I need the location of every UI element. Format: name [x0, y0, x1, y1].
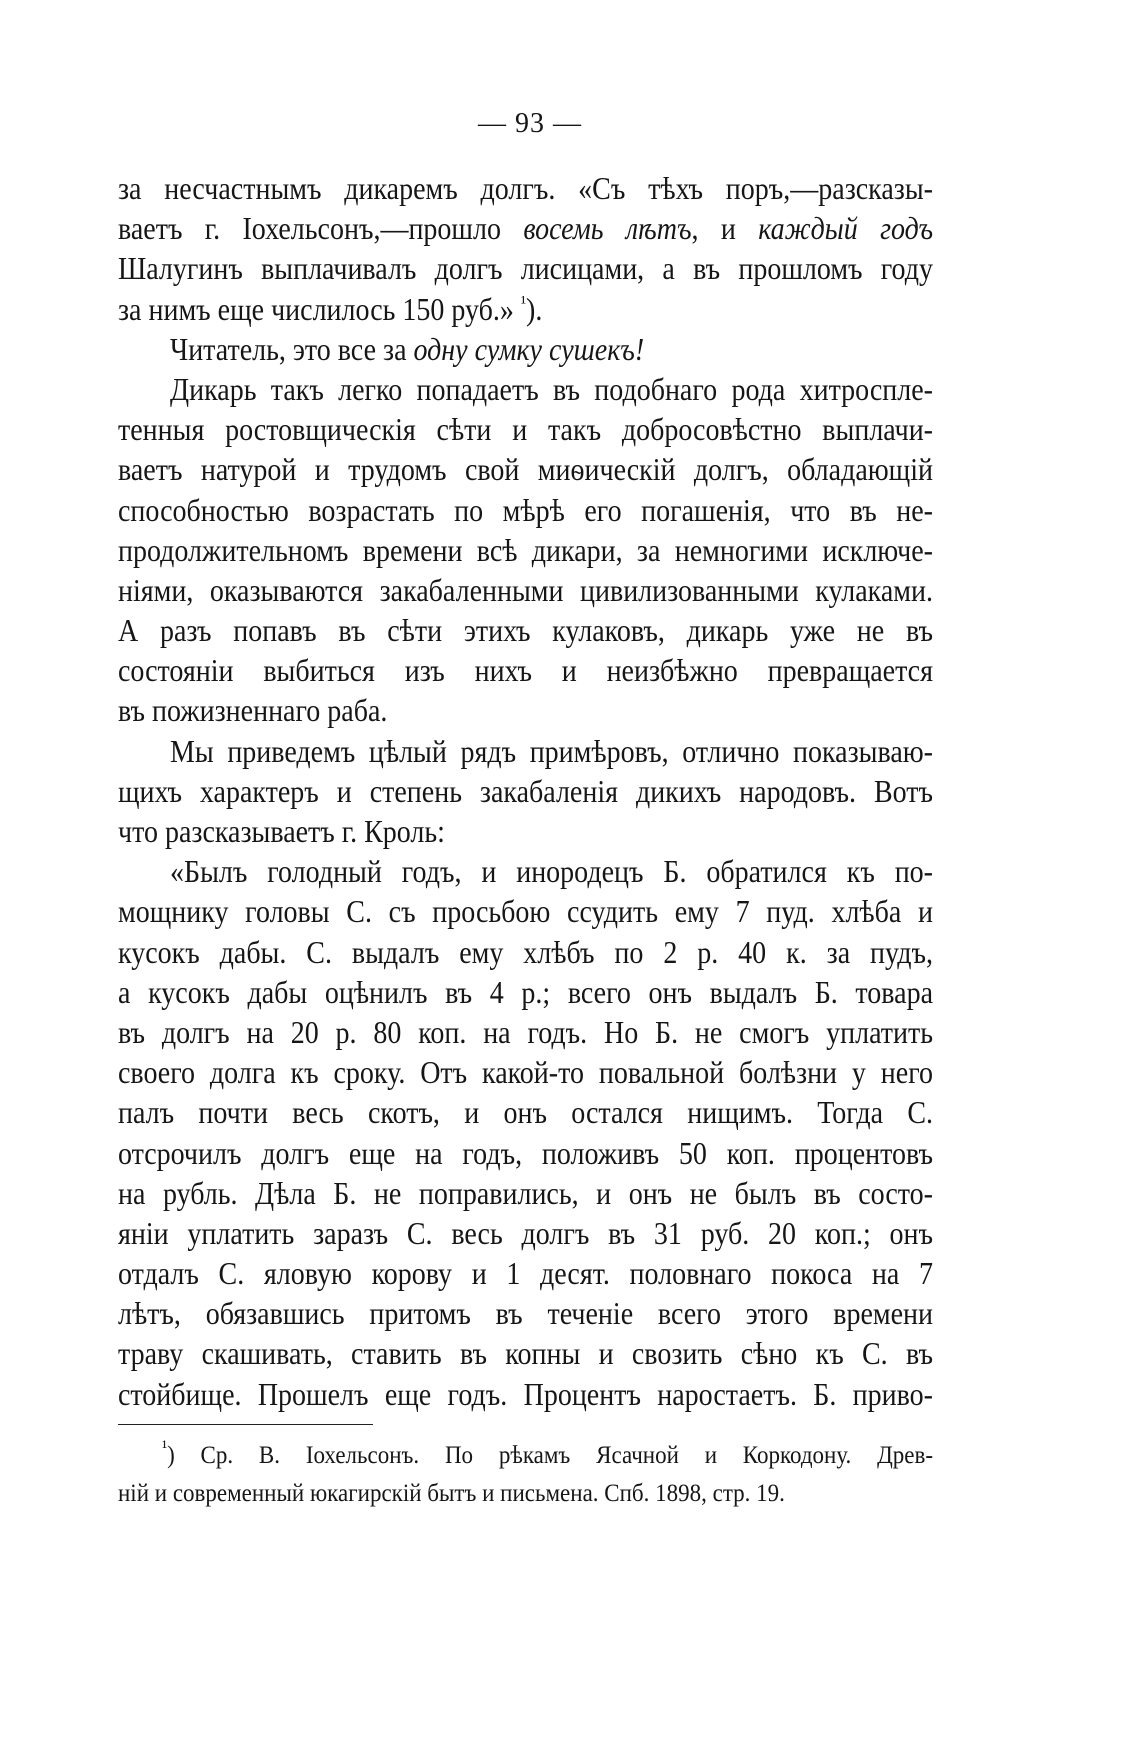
footnote-mark: ¹: [162, 1436, 168, 1458]
text-line: отсрочилъ долгъ еще на годъ, положивъ 50 коп. процентовъ: [118, 1136, 933, 1172]
text-line: Мы приведемъ цѣлый рядъ примѣровъ, отлично показываю-: [170, 734, 933, 770]
text-line: Шалугинъ выплачивалъ долгъ лисицами, а въ прошломъ году: [118, 252, 933, 288]
text-line: траву скашивать, ставить въ копны и свозить сѣно къ С. въ: [118, 1337, 933, 1373]
footnote: [118, 1436, 933, 1512]
text-line: стойбище. Прошелъ еще годъ. Процентъ наростаетъ. Б. приво-: [118, 1377, 933, 1413]
text-line: «Былъ голодный годъ, и инородецъ Б. обратился къ по-: [170, 855, 933, 890]
text-line: за несчастнымъ дикаремъ долгъ. «Съ тѣхъ поръ,—разсказы-: [118, 172, 933, 207]
page-number: — 93 —: [478, 108, 582, 139]
text-line: а кусокъ дабы оцѣнилъ въ 4 р.; всего онъ выдалъ Б. товара: [118, 975, 933, 1011]
text-line: ваетъ натурой и трудомъ свой миѳическій долгъ, обладающій: [118, 453, 933, 489]
text-line: на рубль. Дѣла Б. не поправились, и онъ не былъ въ состо-: [118, 1176, 933, 1212]
text-line: мощнику головы С. съ просьбою ссудить ему 7 пуд. хлѣба и: [118, 895, 933, 931]
text-line: состояніи выбиться изъ нихъ и неизбѣжно превращается: [118, 654, 933, 690]
footnote-line: ній и современный юкагирскій бытъ и письмена. Спб. 1898, стр. 19.: [118, 1478, 785, 1507]
footnote-reference: ¹: [520, 291, 527, 313]
text-line: щихъ характеръ и степень закабаленія дикихъ народовъ. Вотъ: [118, 774, 933, 810]
text-line: Дикарь такъ легко попадаетъ въ подобнаго рода хитросплe-: [170, 373, 933, 408]
text-line: А разъ попавъ въ сѣти этихъ кулаковъ, дикарь уже не въ: [118, 614, 933, 649]
text-line: палъ почти весь скотъ, и онъ остался нищимъ. Тогда С.: [118, 1096, 933, 1132]
text-line: Читатель, это все за одну сумку сушекъ!: [170, 332, 645, 368]
footnote-divider: [118, 1424, 373, 1425]
italic-phrase: одну сумку сушекъ!: [413, 332, 645, 368]
text-line: лѣтъ, обязавшись притомъ въ теченіе всего этого времени: [118, 1297, 933, 1333]
text-line: своего долга къ сроку. Отъ какой-то повальной болѣзни у него: [118, 1056, 933, 1091]
main-text: [118, 170, 933, 1416]
text-line: кусокъ дабы. С. выдалъ ему хлѣбъ по 2 р. 40 к. за пудъ,: [118, 935, 933, 971]
text-line: отдалъ С. яловую корову и 1 десят. половнаго покоса на 7: [118, 1257, 933, 1292]
text-line: что разсказываетъ г. Кроль:: [118, 815, 445, 850]
text-line: въ пожизненнаго раба.: [118, 694, 388, 730]
text-line: продолжительномъ времени всѣ дикари, за немногими исключе-: [118, 533, 933, 569]
footnote-line: $^{^1}$) Ср. В. Іохельсонъ. По рѣкамъ Ясачной и Коркодону. Древ-: [162, 1436, 933, 1469]
text-line: за нимъ еще числилось 150 руб.» $^{^1}$).: [118, 291, 543, 328]
text-line: яніи уплатить заразъ С. весь долгъ въ 31 руб. 20 коп.; онъ: [118, 1216, 933, 1252]
text-line: способностью возрастать по мѣрѣ его погашенія, что въ не-: [118, 493, 933, 529]
text-line: тенныя ростовщическія сѣти и такъ добросовѣстно выплачи-: [118, 413, 933, 448]
italic-phrase: восемь лѣтъ: [523, 212, 692, 247]
text-line: ніями, оказываются закабаленными цивилизованными кулаками.: [118, 573, 933, 609]
italic-phrase: каждый годъ: [758, 212, 933, 247]
text-line: въ долгъ на 20 р. 80 коп. на годъ. Но Б. не смогъ уплатить: [118, 1016, 933, 1051]
text-line: ваетъ г. Іохельсонъ,—прошло восемь лѣтъ, и каждый годъ: [118, 212, 933, 247]
